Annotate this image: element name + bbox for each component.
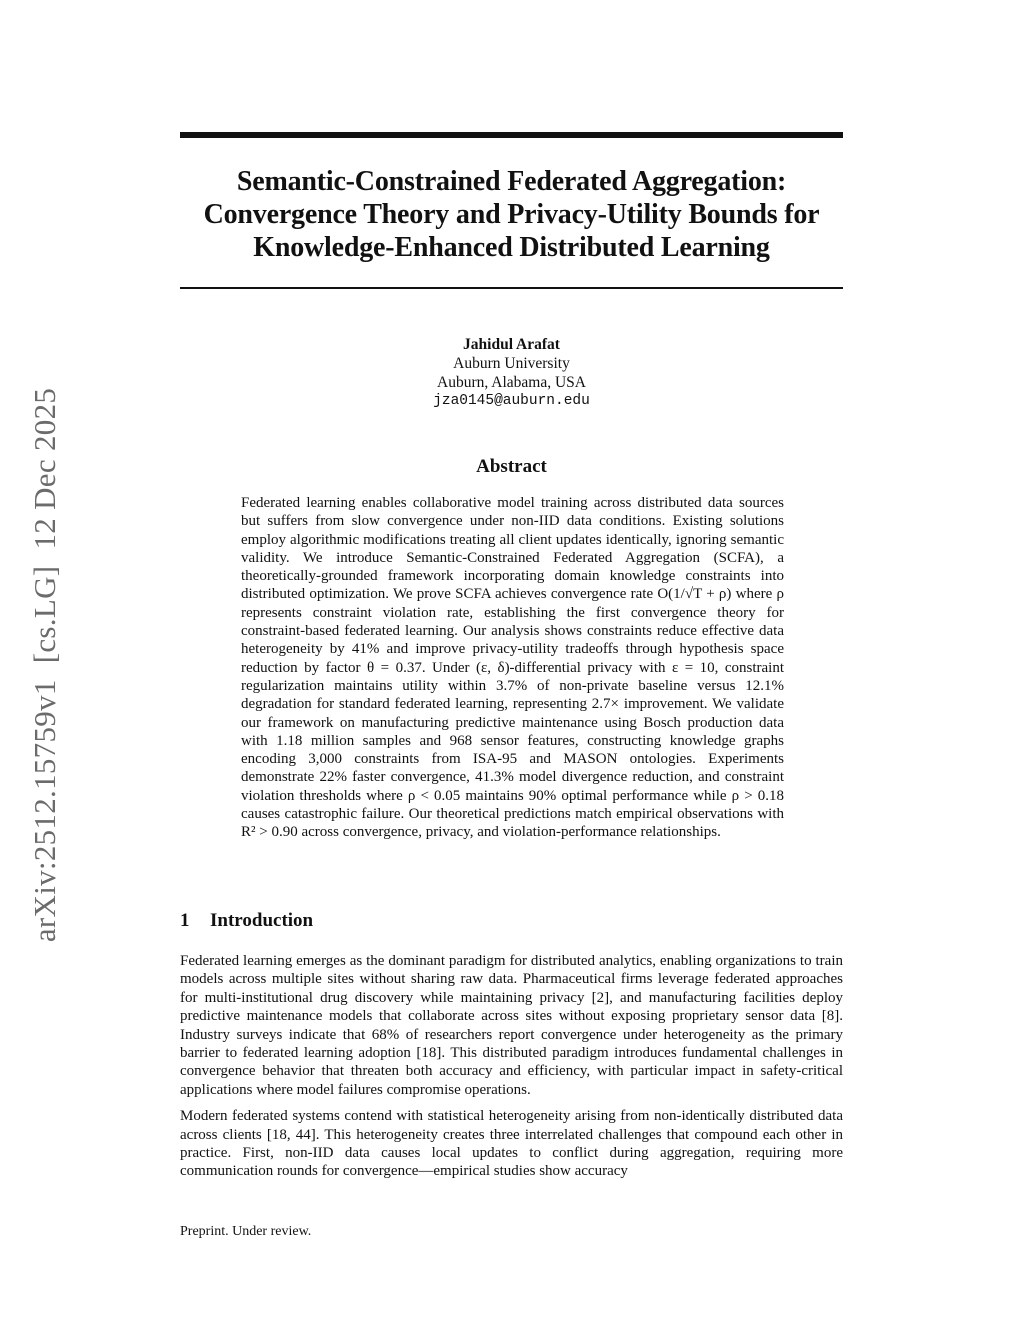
arxiv-id: arXiv:2512.15759v1	[27, 679, 62, 943]
author-email: jza0145@auburn.edu	[433, 393, 590, 409]
section-number: 1	[180, 910, 190, 931]
title-bottom-rule	[180, 287, 843, 289]
title-line-1: Semantic-Constrained Federated Aggregation:	[236, 166, 787, 197]
intro-paragraph-2: Modern federated systems contend with statistical heterogeneity arising from non-identically distributed data across clients [18, 44]. This heterogeneity creates three interrelated challenges that compound each other in practice. First, non-IID data causes local updates to conflict during aggregation, requiring more communication rounds for convergence—empirical studies show accuracy	[180, 1108, 843, 1180]
author-location: Auburn, Alabama, USA	[437, 374, 586, 391]
arxiv-category: [cs.LG]	[27, 565, 62, 664]
arxiv-identifier-stamp	[27, 384, 63, 946]
section-heading-introduction	[180, 910, 313, 932]
paper-title	[180, 165, 843, 264]
footer-note: Preprint. Under review.	[180, 1224, 312, 1239]
title-top-rule	[180, 132, 843, 138]
author-affiliation: Auburn University	[453, 355, 570, 372]
intro-paragraph-1: Federated learning emerges as the dominant paradigm for distributed analytics, enabling organizations to train models across multiple sites without sharing raw data. Pharmaceutical firms leverage federated approaches for multi-institutional drug discovery while maintaining privacy [2], and manufacturing facilities deploy predictive maintenance models that collaborate across sites without exposing proprietary sensor data [8]. Industry surveys indicate that 68% of researchers report convergence under heterogeneity as the primary barrier to federated learning adoption [18]. This distributed paradigm introduces fundamental challenges in convergence behavior that threaten both accuracy and efficiency, with particular impact in safety-critical applications where model failures compromise operations.	[180, 953, 843, 1098]
abstract-heading: Abstract	[476, 456, 547, 477]
introduction-body	[180, 952, 843, 1189]
arxiv-date: 12 Dec 2025	[27, 387, 62, 550]
author-block	[180, 335, 843, 411]
title-line-2: Convergence Theory and Privacy-Utility Bounds for	[203, 199, 820, 230]
author-name: Jahidul Arafat	[463, 336, 560, 353]
title-line-3: Knowledge-Enhanced Distributed Learning	[253, 232, 770, 263]
abstract-text: Federated learning enables collaborative model training across distributed data sources but suffers from slow convergence under non-IID data conditions. Existing solutions employ algorithmic modifications treating all client updates identically, ignoring semantic validity. We introduce Semantic-Constrained Federated Aggregation (SCFA), a theoretically-grounded framework incorporating domain knowledge constraints into distributed optimization. We prove SCFA achieves convergence rate O(1/√T + ρ) where ρ represents constraint violation rate, establishing the first convergence theory for constraint-based federated learning. Our analysis shows constraints reduce effective data heterogeneity by 41% and improve privacy-utility tradeoffs through hypothesis space reduction by factor θ = 0.37. Under (ε, δ)-differential privacy with ε = 10, constraint regularization maintains utility within 3.7% of non-private baseline versus 12.1% degradation for standard federated learning, representing 2.7× improvement. We validate our framework on manufacturing predictive maintenance using Bosch production data with 1.18 million samples and 968 sensor features, constructing knowledge graphs encoding 3,000 constraints from ISA-95 and MASON ontologies. Experiments demonstrate 22% faster convergence, 41.3% model divergence reduction, and constraint violation thresholds where ρ < 0.05 maintains 90% optimal performance while ρ > 0.18 causes catastrophic failure. Our theoretical predictions match empirical observations with R² > 0.90 across convergence, privacy, and violation-performance relationships.	[241, 495, 784, 841]
section-title: Introduction	[210, 910, 314, 931]
